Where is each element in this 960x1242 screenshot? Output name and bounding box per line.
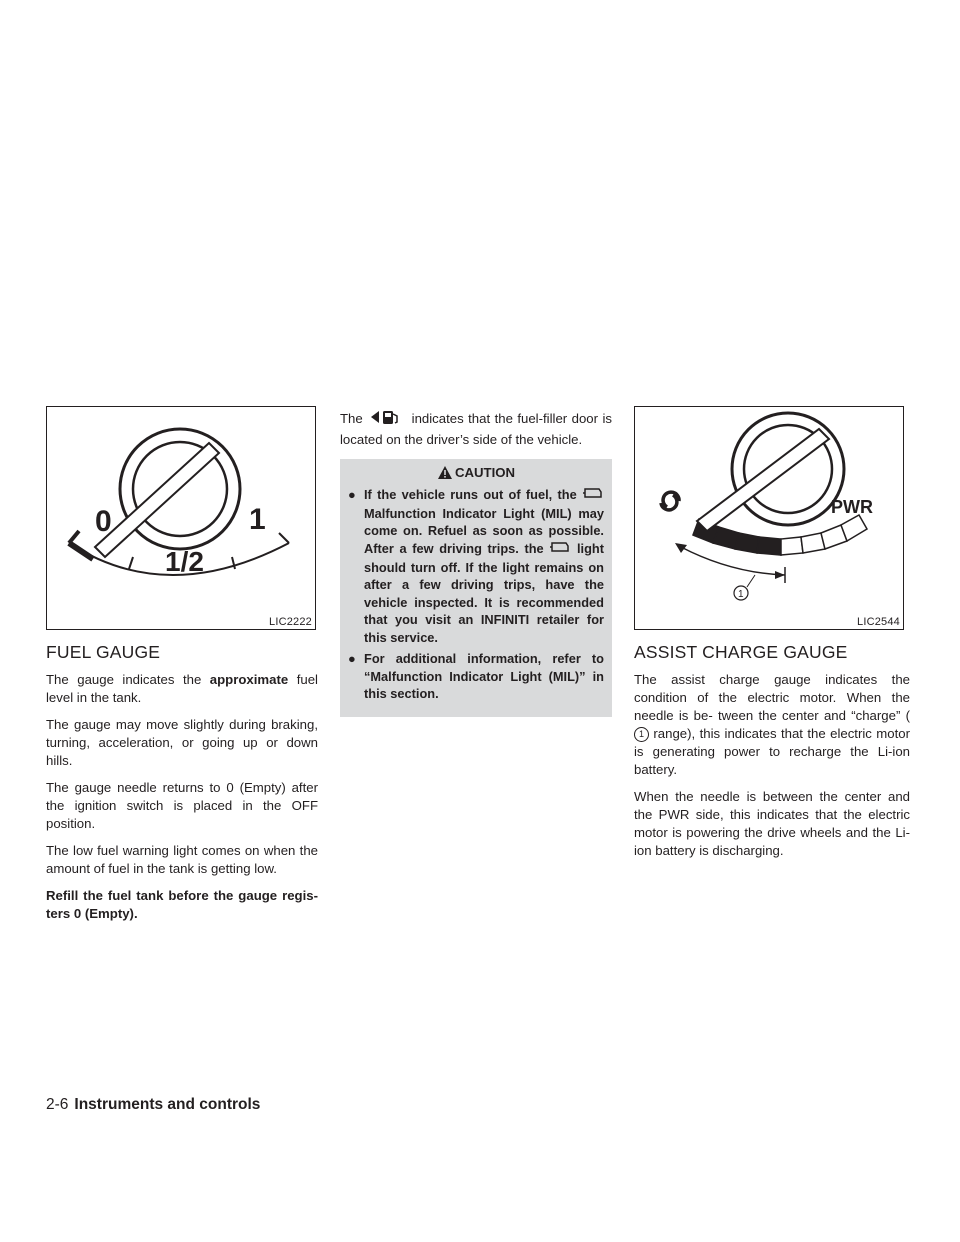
text: The assist charge gauge indicates the condition of the electric motor. When the needle is be- tween the center and “charge” ( (634, 672, 910, 723)
caution-header (348, 465, 604, 480)
caution-bullet-2 (348, 650, 604, 703)
caution-bullet-1 (348, 486, 604, 646)
assist-gauge-heading: ASSIST CHARGE GAUGE (634, 642, 848, 662)
emphasis: approximate (209, 672, 289, 687)
warning-triangle-icon (437, 465, 453, 480)
fuel-gauge-paragraph-1 (46, 671, 318, 707)
callout-number-inline: 1 (634, 727, 649, 742)
engine-check-icon (549, 540, 571, 559)
figure-label: LIC2544 (857, 616, 900, 628)
fuel-gauge-paragraph-4: The low fuel warning light comes on when the amount of fuel in the tank is getting low. (46, 843, 318, 876)
fuel-gauge-figure (46, 406, 316, 630)
fuel-gauge-heading: FUEL GAUGE (46, 642, 161, 662)
figure-label: LIC2222 (269, 616, 312, 628)
caution-column (340, 406, 612, 717)
dial-label-one: 1 (249, 503, 266, 536)
assist-gauge-paragraph-2: When the needle is between the center and the PWR side, this indicates that the electric motor is powering the drive wheels and the Li-ion battery is discharging. (634, 789, 910, 858)
text: For additional information, refer to “Malfunction Indicator Light (MIL)” in this section. (364, 651, 604, 702)
caution-title: CAUTION (454, 465, 516, 480)
engine-check-icon (582, 486, 604, 505)
assist-gauge-illustration (635, 407, 903, 629)
callout-number: 1 (738, 589, 744, 600)
fuel-gauge-illustration (47, 407, 315, 629)
fuel-gauge-paragraph-2: The gauge may move slightly during braking, turning, acceleration, or going up or down hills. (46, 717, 318, 768)
fuel-door-icon (367, 408, 407, 431)
fuel-door-paragraph (340, 408, 612, 449)
text: indicates that the fuel-filler door is located on the driver’s side of the vehicle. (340, 410, 612, 447)
fuel-gauge-paragraph-5: Refill the fuel tank before the gauge regis- ters 0 (Empty). (46, 888, 318, 921)
fuel-gauge-column (46, 406, 318, 932)
page-footer (46, 1096, 260, 1114)
bullet-marker: ● (348, 487, 356, 502)
text: light should turn off. If the light remains on after a few driving trips, have the vehicle inspected. It is recommended that you visit an INFINITI retailer for this service. (364, 540, 605, 645)
text: fuel level in the tank. (46, 672, 318, 705)
dial-label-zero: 0 (95, 505, 112, 538)
dial-label-half: 1/2 (165, 546, 204, 577)
page-number: 2-6 (46, 1096, 69, 1113)
fuel-gauge-paragraph-3: The gauge needle returns to 0 (Empty) after the ignition switch is placed in the OFF position. (46, 780, 318, 831)
bullet-marker: ● (348, 651, 356, 667)
charge-symbol-icon (661, 492, 679, 510)
text: The gauge indicates the (46, 672, 210, 687)
assist-gauge-paragraph-1 (634, 671, 910, 779)
section-title: Instruments and controls (74, 1096, 261, 1113)
text: Malfunction Indicator Light (MIL) may come on. Refuel as soon as possible. After a few driving trips. the (364, 505, 604, 556)
caution-box (340, 459, 612, 717)
text: range), this indicates that the electric motor is generating power to recharge the Li-ion battery. (634, 726, 910, 777)
text: The (340, 410, 363, 426)
assist-gauge-figure (634, 406, 904, 630)
text: If the vehicle runs out of fuel, the (364, 487, 577, 502)
assist-gauge-column (634, 406, 910, 869)
pwr-label: PWR (831, 497, 873, 517)
